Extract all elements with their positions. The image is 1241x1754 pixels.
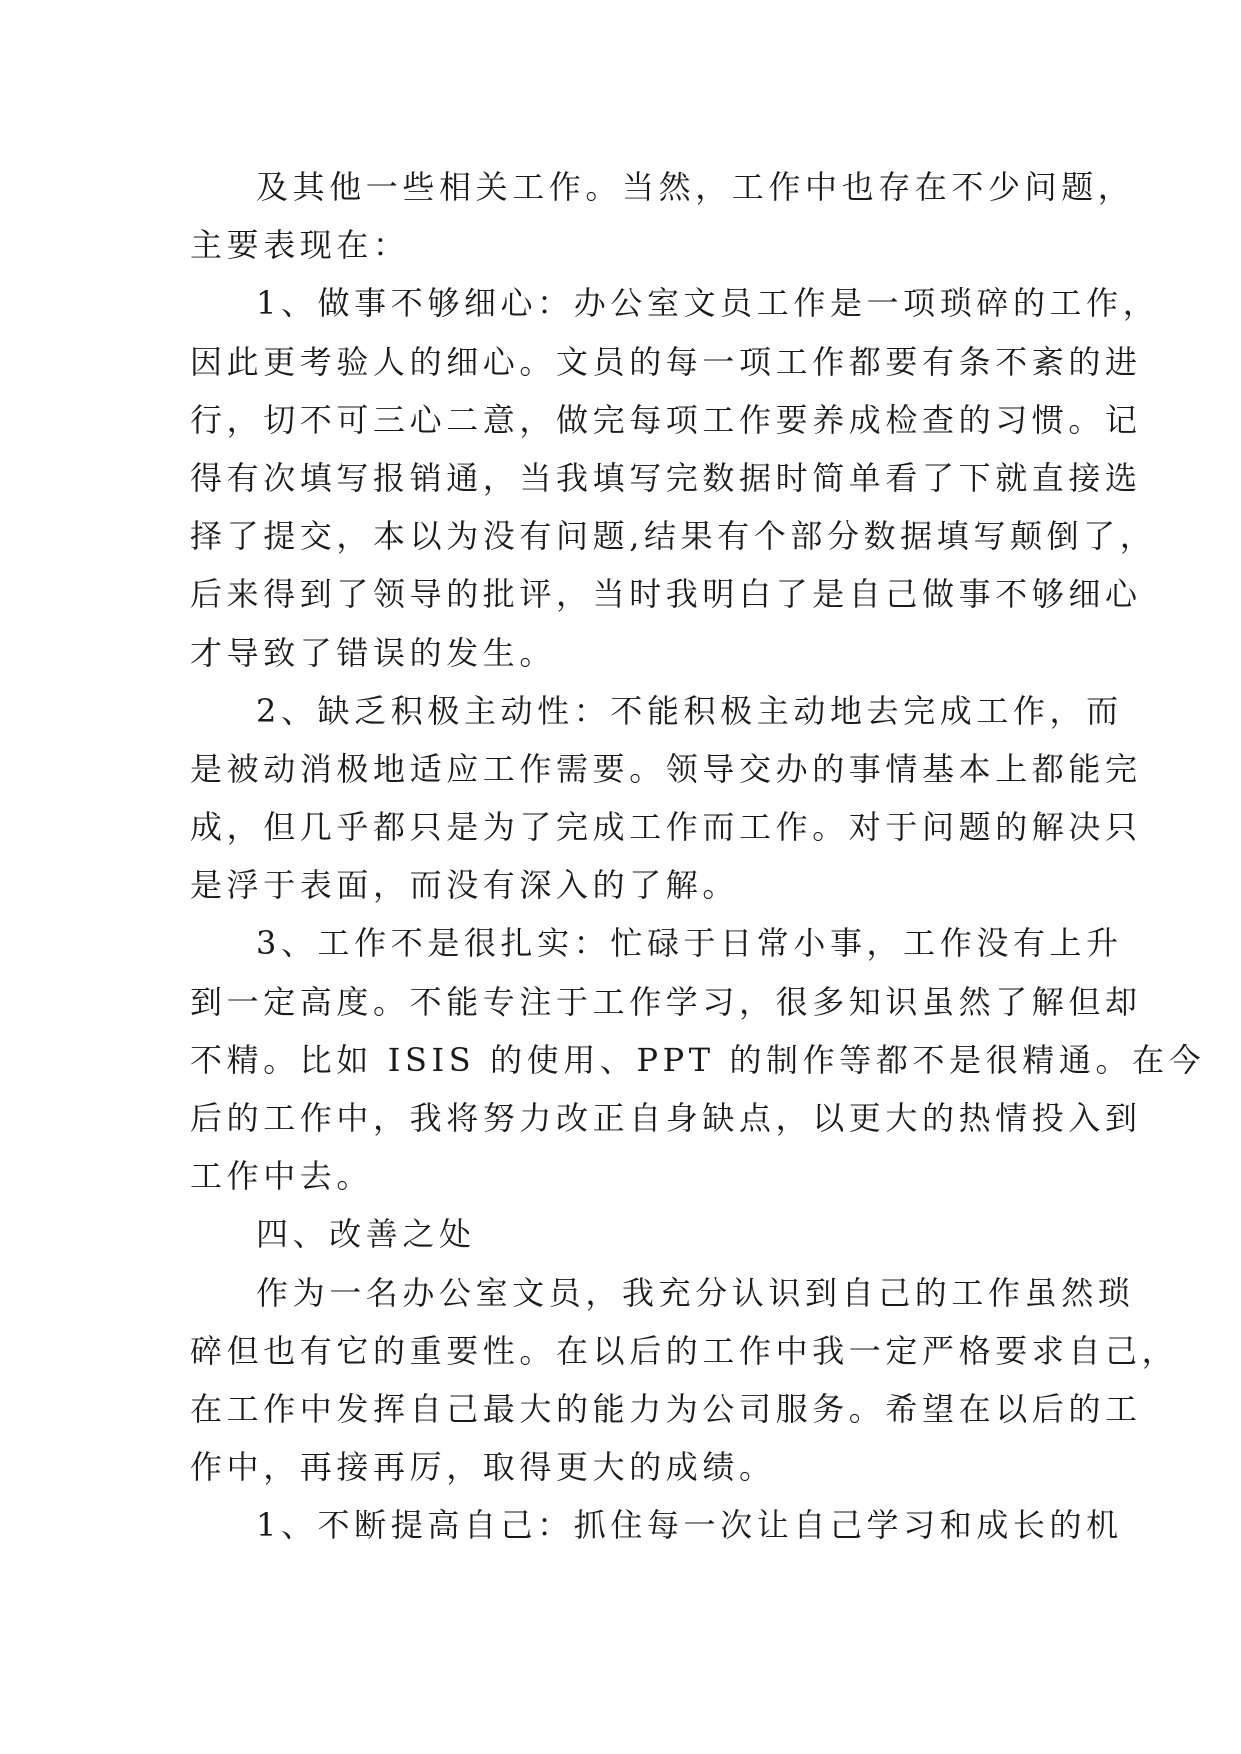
text-line: 碎但也有它的重要性。在以后的工作中我一定严格要求自己， bbox=[190, 1331, 1179, 1370]
text-line: 作为一名办公室文员，我充分认识到自己的工作虽然琐 bbox=[256, 1273, 1135, 1312]
text-line: 工作中去。 bbox=[190, 1157, 374, 1196]
text-line: 得有次填写报销通，当我填写完数据时简单看了下就直接选 bbox=[190, 458, 1142, 497]
text-line: 1、不断提高自己：抓住每一次让自己学习和成长的机 bbox=[256, 1506, 1123, 1545]
text-line: 2、缺乏积极主动性：不能积极主动地去完成工作，而 bbox=[256, 691, 1123, 730]
text-line: 到一定高度。不能专注于工作学习，很多知识虽然了解但却 bbox=[190, 982, 1142, 1021]
text-line: 择了提交，本以为没有问题,结果有个部分数据填写颠倒了， bbox=[190, 517, 1157, 556]
text-line: 3、工作不是很扎实：忙碌于日常小事，工作没有上升 bbox=[256, 924, 1123, 963]
document-body bbox=[190, 158, 1206, 1555]
text-line: 四、改善之处 bbox=[256, 1215, 476, 1254]
text-line: 是被动消极地适应工作需要。领导交办的事情基本上都能完 bbox=[190, 749, 1142, 788]
text-line: 成，但几乎都只是为了完成工作而工作。对于问题的解决只 bbox=[190, 808, 1142, 847]
text-line: 不精。比如 ISIS 的使用、PPT 的制作等都不是很精通。在今 bbox=[190, 1040, 1206, 1079]
text-line: 及其他一些相关工作。当然，工作中也存在不少问题， bbox=[256, 168, 1135, 206]
text-line: 行，切不可三心二意，做完每项工作要养成检查的习惯。记 bbox=[190, 400, 1142, 439]
text-line: 是浮于表面，而没有深入的了解。 bbox=[190, 866, 740, 905]
text-line: 1、做事不够细心：办公室文员工作是一项琐碎的工作， bbox=[256, 284, 1160, 323]
text-line: 才导致了错误的发生。 bbox=[190, 633, 557, 672]
text-line: 作中，再接再厉，取得更大的成绩。 bbox=[190, 1448, 776, 1487]
text-line: 主要表现在： bbox=[190, 226, 410, 265]
text-line: 因此更考验人的细心。文员的每一项工作都要有条不紊的进 bbox=[190, 342, 1142, 381]
text-line: 在工作中发挥自己最大的能力为公司服务。希望在以后的工 bbox=[190, 1389, 1142, 1428]
text-line: 后的工作中，我将努力改正自身缺点，以更大的热情投入到 bbox=[190, 1099, 1142, 1137]
text-line: 后来得到了领导的批评，当时我明白了是自己做事不够细心 bbox=[190, 575, 1142, 614]
